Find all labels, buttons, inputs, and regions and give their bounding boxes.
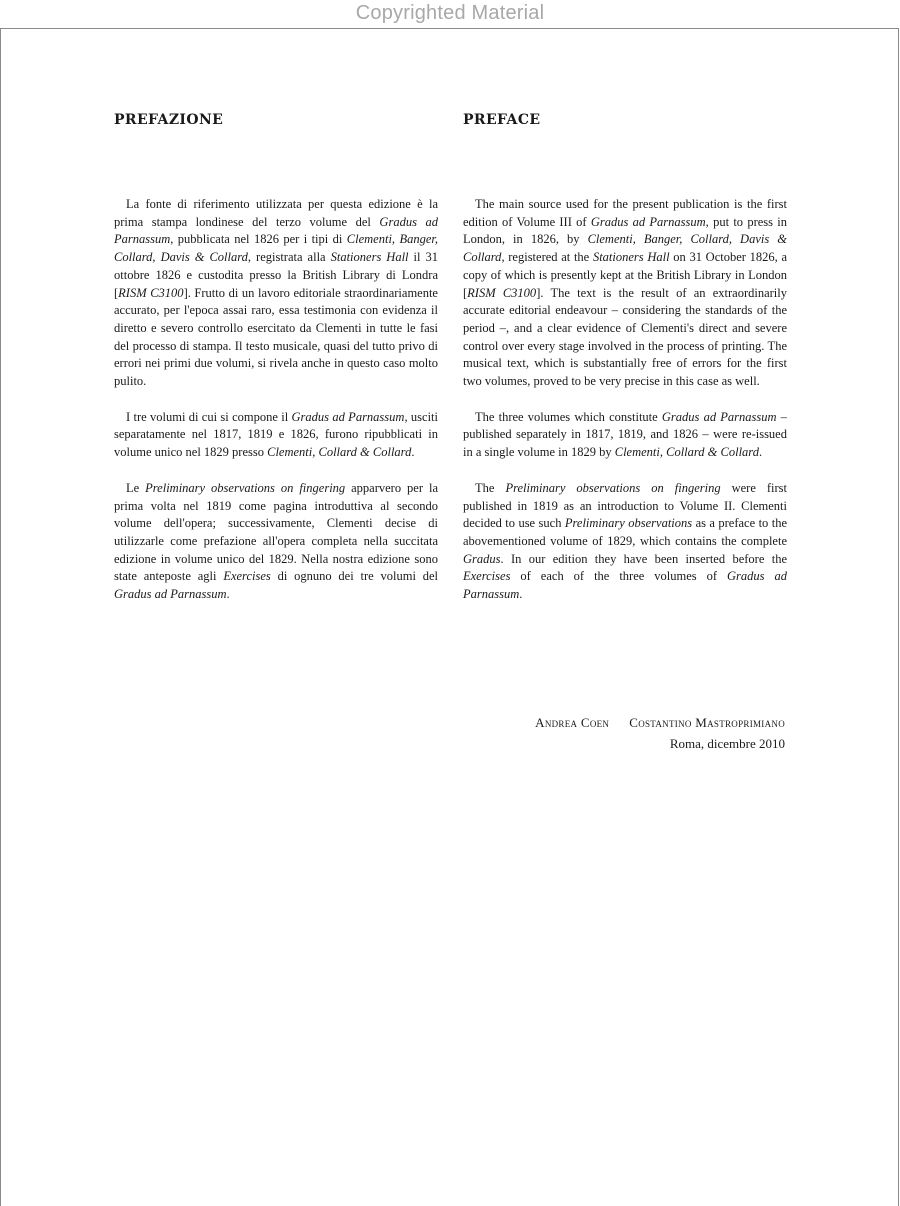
italian-paragraph-3: Le Preliminary observations on fingering apparvero per la prima volta nel 1819 come pagina introduttiva al secondo volume dell'opera; successivamente, Clementi decise di utilizzarle come prefazione all'opera completa nella succitata edizione in volume unico del 1829. Nella nostra edizione sono state anteposte agli Exercises di ognuno dei tre volumi del Gradus ad Parnassum. <box>114 480 439 602</box>
signature-authors <box>535 712 785 733</box>
italian-heading: PREFAZIONE <box>114 112 224 128</box>
english-paragraph-1: The main source used for the present publication is the first edition of Volume III of Gradus ad Parnassum, put to press in London, in 1826, by Clementi, Banger, Collard, Davis & Collard, registered at the Stationers Hall on 31 October 1826, a copy of which is presently kept at the British Library in London [RISM C3100]. The text is the result of an extraordinarily accurate editorial endeavour – considering the standards of the period –, and a clear evidence of Clementi's direct and severe control over every stage involved in the process of printing. The musical text, which is substantially free of errors for the first two volumes, proved to be very precise in this case as well. <box>463 197 788 389</box>
italian-paragraph-2: I tre volumi di cui si compone il Gradus ad Parnassum, usciti separatamente nel 1817, 1819 e 1826, furono ripubblicati in volume unico nel 1829 presso Clementi, Collard & Collard. <box>114 409 438 460</box>
author-coen: Andrea Coen <box>535 715 610 730</box>
place-date: Roma, dicembre 2010 <box>669 736 785 751</box>
english-heading: PREFACE <box>463 112 541 128</box>
english-paragraph-3: The Preliminary observations on fingering were first published in 1819 as an introduction to Volume II. Clementi decided to use such Preliminary observations as a preface to the abovementioned volume of 1829, which contains the complete Gradus. In our edition they have been inserted before the Exercises of each of the three volumes of Gradus ad Parnassum. <box>463 480 788 602</box>
english-paragraph-2: The three volumes which constitute Gradus ad Parnassum – published separately in 1817, 1819, and 1826 – were re-issued in a single volume in 1829 by Clementi, Collard & Collard. <box>463 409 788 460</box>
copyright-watermark: Copyrighted Material <box>355 2 545 24</box>
author-mastroprimiano: Costantino Mastroprimiano <box>629 715 785 730</box>
italian-column <box>114 110 438 622</box>
italian-paragraph-1: La fonte di riferimento utilizzata per questa edizione è la prima stampa londinese del terzo volume del Gradus ad Parnassum, pubblicata nel 1826 per i tipi di Clementi, Banger, Collard, Davis & Collard, registrata alla Stationers Hall il 31 ottobre 1826 e custodita presso la British Library di Londra [RISM C3100]. Frutto di un lavoro editoriale straordinariamente accurato, per l'epoca assai raro, essa testimonia con evidenza il diretto e severo controllo esercitato da Clementi in tutte le fasi del processo di stampa. Il testo musicale, quasi del tutto privo di errori nei primi due volumi, si rivela anche in questo caso molto pulito. <box>114 197 439 389</box>
signature-block <box>535 712 785 754</box>
english-column <box>463 110 787 622</box>
